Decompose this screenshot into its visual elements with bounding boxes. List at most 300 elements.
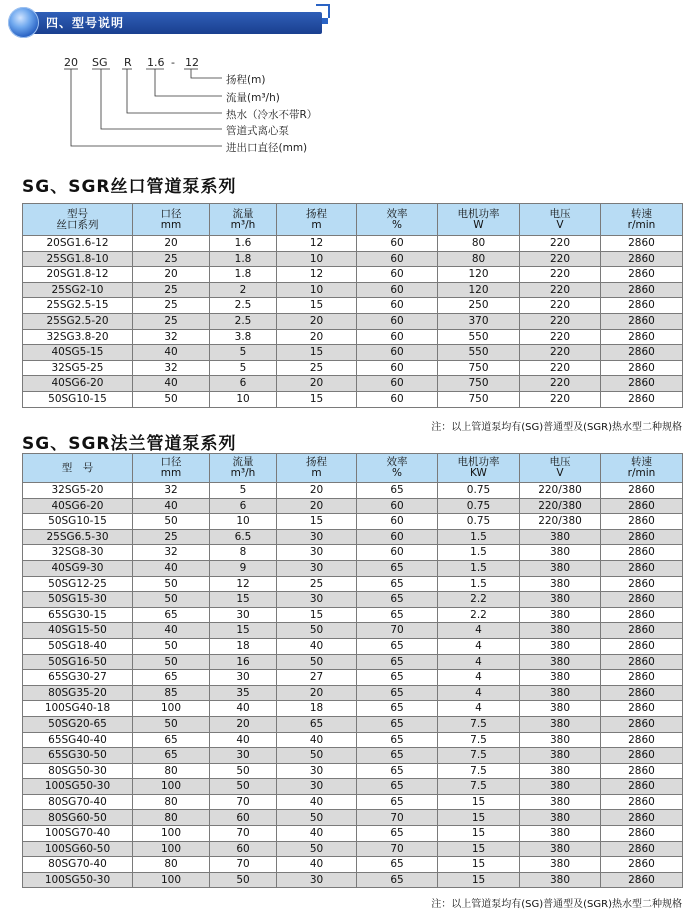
table-cell: 20 xyxy=(277,685,357,701)
table-cell: 60 xyxy=(357,251,438,267)
table-cell: 60 xyxy=(357,313,438,329)
table-cell: 32SG3.8-20 xyxy=(23,329,133,345)
table-cell: 2860 xyxy=(601,267,683,283)
table-cell: 40 xyxy=(210,732,277,748)
table-cell: 70 xyxy=(357,623,438,639)
table-cell: 12 xyxy=(277,236,357,252)
table-cell: 32SG5-20 xyxy=(23,483,133,499)
table-cell: 380 xyxy=(520,685,601,701)
column-header-unit: V xyxy=(556,467,564,479)
table-cell: 65 xyxy=(357,576,438,592)
column-header xyxy=(277,454,357,483)
table-cell: 0.75 xyxy=(438,514,520,530)
column-header xyxy=(357,204,438,236)
table2-note: 注：以上管道泵均有(SG)普通型及(SGR)热水型二种规格 xyxy=(431,899,682,910)
table-cell: 60 xyxy=(357,529,438,545)
table-row xyxy=(23,545,683,561)
table-cell: 2860 xyxy=(601,313,683,329)
table-cell: 380 xyxy=(520,560,601,576)
table-cell: 2860 xyxy=(601,298,683,314)
table-cell: 50SG18-40 xyxy=(23,638,133,654)
table-cell: 220 xyxy=(520,298,601,314)
table-cell: 25 xyxy=(133,298,210,314)
table-cell: 50 xyxy=(210,872,277,888)
table-row xyxy=(23,872,683,888)
table-cell: 2860 xyxy=(601,529,683,545)
table-cell: 40 xyxy=(133,623,210,639)
table-cell: 5 xyxy=(210,345,277,361)
column-header-label: 电压 xyxy=(549,207,571,220)
table-cell: 100 xyxy=(133,841,210,857)
table-cell: 380 xyxy=(520,810,601,826)
table-cell: 2860 xyxy=(601,576,683,592)
table-cell: 100SG40-18 xyxy=(23,701,133,717)
model-code-diagram xyxy=(0,0,700,160)
table-cell: 65 xyxy=(133,607,210,623)
table-cell: 2860 xyxy=(601,716,683,732)
table-cell: 60 xyxy=(357,298,438,314)
table-cell: 250 xyxy=(438,298,520,314)
table-cell: 30 xyxy=(277,779,357,795)
table-cell: 70 xyxy=(357,841,438,857)
table-cell: 50 xyxy=(277,654,357,670)
table-row xyxy=(23,607,683,623)
table-cell: 220 xyxy=(520,345,601,361)
column-header xyxy=(210,204,277,236)
table-cell: 40SG6-20 xyxy=(23,376,133,392)
column-header xyxy=(23,454,133,483)
column-header xyxy=(277,204,357,236)
table-cell: 6 xyxy=(210,498,277,514)
table1-header-row xyxy=(23,204,683,236)
column-header-unit: r/min xyxy=(627,218,656,231)
table-cell: 1.5 xyxy=(438,576,520,592)
banner-title: 四、型号说明 xyxy=(46,16,125,30)
table-cell: 1.8 xyxy=(210,251,277,267)
table-cell: 15 xyxy=(438,857,520,873)
code-part-dash: - xyxy=(171,56,175,69)
table-cell: 60 xyxy=(357,360,438,376)
table-cell: 65 xyxy=(357,872,438,888)
table-row xyxy=(23,391,683,407)
table-cell: 120 xyxy=(438,267,520,283)
table-cell: 7.5 xyxy=(438,716,520,732)
table-cell: 65 xyxy=(357,638,438,654)
table-row xyxy=(23,794,683,810)
code-part-flow: 1.6 xyxy=(147,56,165,69)
legend-head: 扬程(m) xyxy=(226,74,266,86)
table-cell: 20 xyxy=(277,376,357,392)
column-header-unit: m³/h xyxy=(230,218,256,231)
table-cell: 4 xyxy=(438,654,520,670)
table-cell: 100SG70-40 xyxy=(23,826,133,842)
table-cell: 2860 xyxy=(601,607,683,623)
table-cell: 70 xyxy=(210,857,277,873)
table1-note: 注：以上管道泵均有(SG)普通型及(SGR)热水型二种规格 xyxy=(431,422,682,433)
column-header-label: 流量 xyxy=(232,207,254,220)
table-cell: 2.5 xyxy=(210,313,277,329)
table-cell: 220 xyxy=(520,282,601,298)
table-cell: 2860 xyxy=(601,376,683,392)
table-cell: 80 xyxy=(438,236,520,252)
table-cell: 100SG50-30 xyxy=(23,779,133,795)
table-cell: 2860 xyxy=(601,763,683,779)
table-cell: 15 xyxy=(438,841,520,857)
table-cell: 50 xyxy=(277,623,357,639)
table-cell: 220 xyxy=(520,267,601,283)
table-cell: 40SG15-50 xyxy=(23,623,133,639)
table-cell: 220 xyxy=(520,313,601,329)
column-header-unit: W xyxy=(473,218,484,231)
table-cell: 65 xyxy=(357,826,438,842)
table-cell: 2860 xyxy=(601,732,683,748)
table-cell: 40 xyxy=(133,560,210,576)
table-row xyxy=(23,329,683,345)
table-cell: 40 xyxy=(210,701,277,717)
column-header-unit: mm xyxy=(160,218,182,231)
legend-hot-water: 热水（冷水不带R） xyxy=(226,109,318,121)
table-cell: 32SG5-25 xyxy=(23,360,133,376)
table-cell: 85 xyxy=(133,685,210,701)
table-cell: 40 xyxy=(277,732,357,748)
table-cell: 50 xyxy=(133,638,210,654)
table-cell: 380 xyxy=(520,576,601,592)
table-cell: 70 xyxy=(357,810,438,826)
table-cell: 65 xyxy=(357,560,438,576)
table-cell: 60 xyxy=(210,810,277,826)
table-cell: 65SG30-50 xyxy=(23,748,133,764)
table-cell: 4 xyxy=(438,670,520,686)
table-cell: 750 xyxy=(438,360,520,376)
table-cell: 2860 xyxy=(601,514,683,530)
table-cell: 20 xyxy=(277,483,357,499)
table-cell: 65 xyxy=(357,701,438,717)
column-header-label: 口径 xyxy=(160,456,182,468)
table-cell: 2860 xyxy=(601,282,683,298)
table-cell: 65 xyxy=(133,748,210,764)
legend-diameter: 进出口直径(mm) xyxy=(226,142,308,154)
table-cell: 30 xyxy=(277,763,357,779)
table-cell: 50 xyxy=(133,592,210,608)
table-cell: 4 xyxy=(438,638,520,654)
table-cell: 0.75 xyxy=(438,498,520,514)
table-cell: 30 xyxy=(210,607,277,623)
table-cell: 100SG50-30 xyxy=(23,872,133,888)
table-row xyxy=(23,345,683,361)
table-cell: 60 xyxy=(357,329,438,345)
threaded-pump-table xyxy=(22,203,683,408)
column-header-label: 扬程 xyxy=(306,207,327,220)
table-row xyxy=(23,236,683,252)
table-cell: 50 xyxy=(133,654,210,670)
table-row xyxy=(23,313,683,329)
table-cell: 25SG6.5-30 xyxy=(23,529,133,545)
table-cell: 220 xyxy=(520,391,601,407)
table-cell: 25 xyxy=(133,313,210,329)
table-cell: 2860 xyxy=(601,483,683,499)
table-row xyxy=(23,685,683,701)
table-cell: 70 xyxy=(210,826,277,842)
table-cell: 80SG70-40 xyxy=(23,857,133,873)
table-cell: 2.5 xyxy=(210,298,277,314)
table-cell: 50SG16-50 xyxy=(23,654,133,670)
column-header-unit: V xyxy=(556,218,564,231)
table-row xyxy=(23,670,683,686)
table-cell: 25SG2-10 xyxy=(23,282,133,298)
table-cell: 40 xyxy=(277,826,357,842)
table-cell: 30 xyxy=(277,529,357,545)
table-cell: 32 xyxy=(133,329,210,345)
table-cell: 2.2 xyxy=(438,607,520,623)
table2-title: SG、SGR法兰管道泵系列 xyxy=(22,434,237,454)
table-cell: 40 xyxy=(133,345,210,361)
table-cell: 100 xyxy=(133,872,210,888)
table-cell: 20 xyxy=(133,267,210,283)
table-cell: 50 xyxy=(210,763,277,779)
table-cell: 380 xyxy=(520,872,601,888)
column-header xyxy=(357,454,438,483)
table-row xyxy=(23,592,683,608)
table-cell: 30 xyxy=(277,592,357,608)
table-cell: 2860 xyxy=(601,545,683,561)
table-cell: 2.2 xyxy=(438,592,520,608)
table-cell: 12 xyxy=(210,576,277,592)
table-cell: 65 xyxy=(133,670,210,686)
table-cell: 2860 xyxy=(601,391,683,407)
table-cell: 750 xyxy=(438,376,520,392)
column-header-label: 口径 xyxy=(160,207,182,220)
column-header xyxy=(133,454,210,483)
column-header-unit: m xyxy=(311,218,322,231)
table-cell: 220/380 xyxy=(520,514,601,530)
table-cell: 15 xyxy=(438,794,520,810)
table-cell: 50 xyxy=(277,841,357,857)
table-cell: 10 xyxy=(277,282,357,298)
table-cell: 30 xyxy=(210,670,277,686)
table-cell: 65 xyxy=(277,716,357,732)
table-row xyxy=(23,514,683,530)
table-cell: 380 xyxy=(520,701,601,717)
table-cell: 25SG2.5-15 xyxy=(23,298,133,314)
table-cell: 32 xyxy=(133,545,210,561)
table-cell: 15 xyxy=(277,298,357,314)
table-cell: 50SG12-25 xyxy=(23,576,133,592)
table-cell: 50SG15-30 xyxy=(23,592,133,608)
table-cell: 60 xyxy=(357,376,438,392)
table-cell: 15 xyxy=(438,826,520,842)
table-cell: 35 xyxy=(210,685,277,701)
table-cell: 380 xyxy=(520,716,601,732)
table-row xyxy=(23,826,683,842)
table-cell: 50 xyxy=(277,810,357,826)
column-header-label: 效率 xyxy=(386,456,408,468)
table-cell: 80SG50-30 xyxy=(23,763,133,779)
table-cell: 50SG10-15 xyxy=(23,514,133,530)
column-header-unit: m³/h xyxy=(230,467,256,479)
table-cell: 25 xyxy=(133,282,210,298)
column-header-label: 电机功率 xyxy=(457,207,500,220)
table-cell: 1.5 xyxy=(438,545,520,561)
legend-flow: 流量(m³/h) xyxy=(226,92,280,104)
column-header-label: 电压 xyxy=(549,456,571,468)
table-cell: 220 xyxy=(520,236,601,252)
table-cell: 32 xyxy=(133,483,210,499)
table-cell: 25 xyxy=(277,360,357,376)
column-header xyxy=(438,454,520,483)
table-cell: 4 xyxy=(438,685,520,701)
table-cell: 380 xyxy=(520,732,601,748)
table-cell: 220/380 xyxy=(520,498,601,514)
table-cell: 7.5 xyxy=(438,763,520,779)
table-cell: 2860 xyxy=(601,685,683,701)
table-cell: 5 xyxy=(210,483,277,499)
table-cell: 40SG9-30 xyxy=(23,560,133,576)
table-cell: 65 xyxy=(357,716,438,732)
table-cell: 380 xyxy=(520,623,601,639)
table-cell: 60 xyxy=(357,282,438,298)
table-cell: 32SG8-30 xyxy=(23,545,133,561)
table-cell: 380 xyxy=(520,857,601,873)
column-header xyxy=(133,204,210,236)
table-cell: 40SG6-20 xyxy=(23,498,133,514)
table-cell: 65 xyxy=(357,592,438,608)
code-part-sg: SG xyxy=(92,56,108,69)
table-cell: 100 xyxy=(133,779,210,795)
table-cell: 40SG5-15 xyxy=(23,345,133,361)
code-part-diameter: 20 xyxy=(64,56,78,69)
table-cell: 370 xyxy=(438,313,520,329)
table-cell: 65 xyxy=(133,732,210,748)
column-header-unit: mm xyxy=(160,467,182,479)
table-cell: 20SG1.8-12 xyxy=(23,267,133,283)
table-cell: 80 xyxy=(133,810,210,826)
table-cell: 80 xyxy=(133,763,210,779)
table-cell: 380 xyxy=(520,545,601,561)
legend-pump-type: 管道式离心泵 xyxy=(226,125,289,137)
table-cell: 2860 xyxy=(601,794,683,810)
table-cell: 30 xyxy=(277,872,357,888)
column-header-unit: % xyxy=(392,467,402,479)
table-cell: 100 xyxy=(133,701,210,717)
table-cell: 10 xyxy=(210,391,277,407)
column-header xyxy=(210,454,277,483)
table-row xyxy=(23,298,683,314)
table-row xyxy=(23,732,683,748)
table-cell: 25SG2.5-20 xyxy=(23,313,133,329)
table-row xyxy=(23,282,683,298)
table-cell: 25SG1.8-10 xyxy=(23,251,133,267)
table-row xyxy=(23,560,683,576)
table-cell: 220 xyxy=(520,329,601,345)
table-cell: 220 xyxy=(520,360,601,376)
table-cell: 65 xyxy=(357,670,438,686)
table-cell: 15 xyxy=(210,592,277,608)
table-cell: 50 xyxy=(133,716,210,732)
table-cell: 12 xyxy=(277,267,357,283)
table-cell: 2860 xyxy=(601,560,683,576)
table-cell: 380 xyxy=(520,826,601,842)
table-row xyxy=(23,498,683,514)
table-cell: 10 xyxy=(210,514,277,530)
table-cell: 750 xyxy=(438,391,520,407)
table-cell: 20 xyxy=(277,498,357,514)
table-cell: 60 xyxy=(357,498,438,514)
table2-header-row xyxy=(23,454,683,483)
flange-pump-table xyxy=(22,453,683,888)
column-header-label: 电机功率 xyxy=(457,456,500,468)
column-header-unit: m xyxy=(311,467,322,479)
table-cell: 50 xyxy=(133,391,210,407)
table-cell: 60 xyxy=(357,267,438,283)
table-cell: 65 xyxy=(357,763,438,779)
table-cell: 8 xyxy=(210,545,277,561)
table-cell: 2860 xyxy=(601,654,683,670)
table-cell: 1.6 xyxy=(210,236,277,252)
table-cell: 380 xyxy=(520,592,601,608)
table-cell: 6 xyxy=(210,376,277,392)
table-cell: 65 xyxy=(357,857,438,873)
table-cell: 5 xyxy=(210,360,277,376)
diagram-connector-lines xyxy=(0,0,700,160)
table-cell: 2860 xyxy=(601,748,683,764)
table-row xyxy=(23,251,683,267)
table-cell: 220 xyxy=(520,251,601,267)
table-cell: 10 xyxy=(277,251,357,267)
table-cell: 15 xyxy=(438,810,520,826)
table-row xyxy=(23,810,683,826)
table-row xyxy=(23,638,683,654)
table-cell: 18 xyxy=(277,701,357,717)
table-cell: 65SG30-15 xyxy=(23,607,133,623)
table-cell: 80SG35-20 xyxy=(23,685,133,701)
table-cell: 380 xyxy=(520,529,601,545)
table-cell: 15 xyxy=(277,391,357,407)
table-cell: 65 xyxy=(357,748,438,764)
column-header-label: 型号 xyxy=(67,207,88,220)
column-header xyxy=(438,204,520,236)
table-cell: 25 xyxy=(277,576,357,592)
table-cell: 40 xyxy=(277,638,357,654)
table-cell: 27 xyxy=(277,670,357,686)
column-header-label: 转速 xyxy=(631,207,652,220)
table-cell: 18 xyxy=(210,638,277,654)
table-cell: 1.8 xyxy=(210,267,277,283)
table-cell: 4 xyxy=(438,623,520,639)
table-cell: 2860 xyxy=(601,329,683,345)
table-cell: 380 xyxy=(520,670,601,686)
table-cell: 50 xyxy=(210,779,277,795)
table-cell: 20 xyxy=(277,329,357,345)
table-cell: 4 xyxy=(438,701,520,717)
table-cell: 65 xyxy=(357,732,438,748)
table-cell: 2860 xyxy=(601,701,683,717)
table-cell: 2860 xyxy=(601,810,683,826)
table-cell: 2860 xyxy=(601,498,683,514)
table-cell: 50 xyxy=(277,748,357,764)
table-cell: 40 xyxy=(277,857,357,873)
table-cell: 380 xyxy=(520,841,601,857)
table-cell: 380 xyxy=(520,748,601,764)
table-cell: 20 xyxy=(210,716,277,732)
table-cell: 60 xyxy=(357,236,438,252)
table-cell: 550 xyxy=(438,345,520,361)
table-row xyxy=(23,360,683,376)
table-row xyxy=(23,716,683,732)
code-part-head: 12 xyxy=(185,56,199,69)
table-cell: 15 xyxy=(277,607,357,623)
table-cell: 380 xyxy=(520,654,601,670)
table-cell: 60 xyxy=(357,514,438,530)
